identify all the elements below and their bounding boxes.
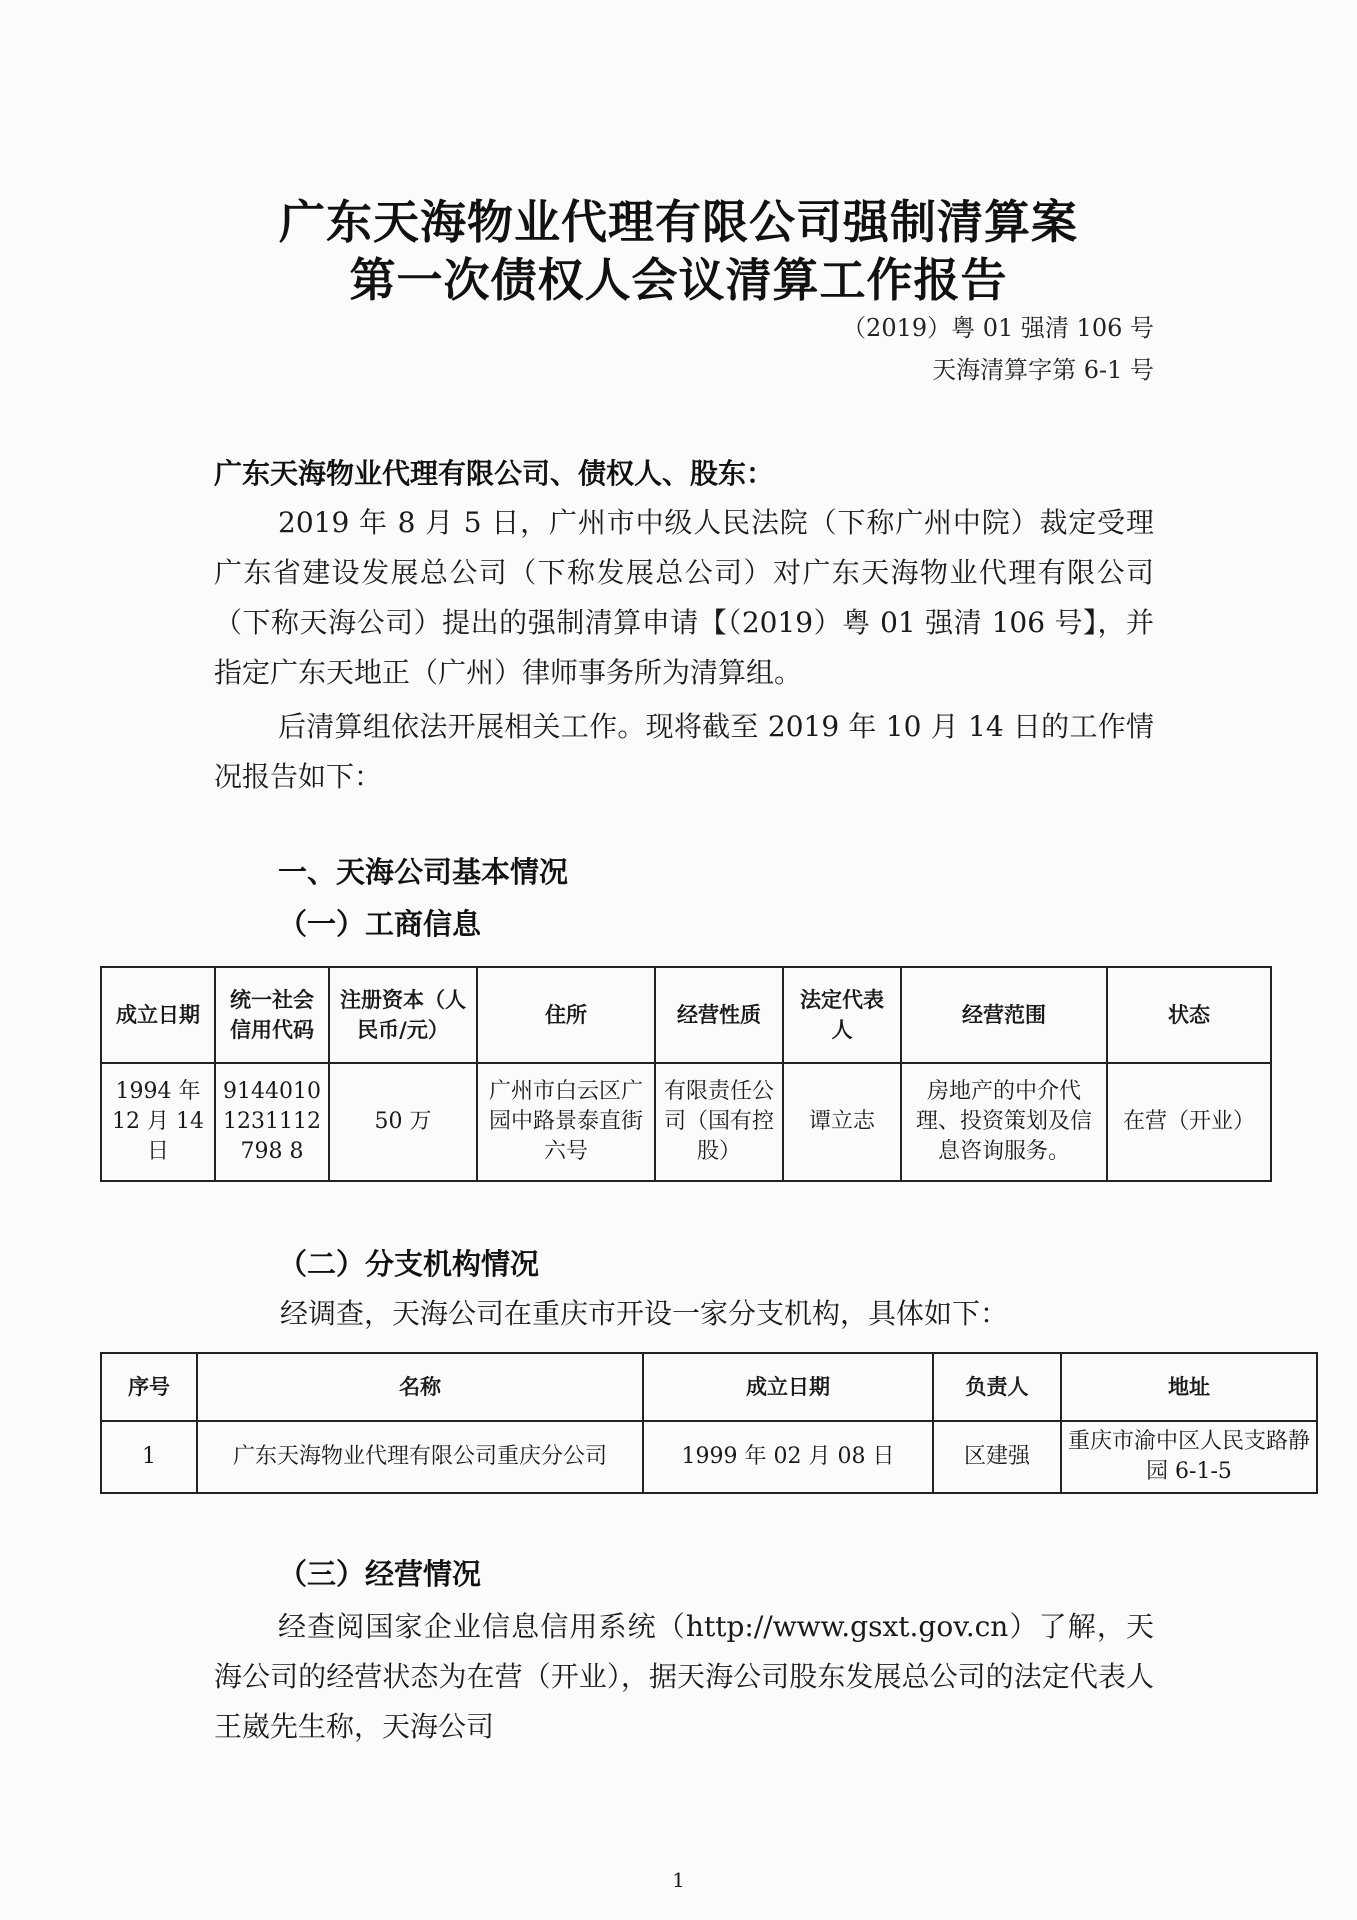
table-header-row (101, 967, 1271, 1063)
cell-established-date: 1994 年 12 月 14 日 (101, 1063, 215, 1181)
cell-business-nature: 有限责任公司（国有控股） (655, 1063, 783, 1181)
table-row (101, 1063, 1271, 1181)
cell-person-in-charge: 区建强 (933, 1421, 1061, 1493)
header-cell: 名称 (197, 1353, 643, 1421)
case-number: （2019）粤 01 强清 106 号 (842, 314, 1154, 342)
header-cell: 状态 (1107, 967, 1271, 1063)
header-cell: 成立日期 (643, 1353, 933, 1421)
header-cell: 地址 (1061, 1353, 1317, 1421)
cell-registered-capital: 50 万 (329, 1063, 477, 1181)
report-title-line-1: 广东天海物业代理有限公司强制清算案 (279, 195, 1078, 249)
table-header-row (101, 1353, 1317, 1421)
cell-credit-code: 91440101231112798 8 (215, 1063, 329, 1181)
header-cell: 负责人 (933, 1353, 1061, 1421)
paragraph-intro: 2019 年 8 月 5 日，广州市中级人民法院（下称广州中院）裁定受理广东省建设发展总公司（下称发展总公司）对广东天海物业代理有限公司（下称天海公司）提出的强制清算申请【（2019）粤 01 强清 106 号】，并指定广东天地正（广州）律师事务所为清算组。 (214, 506, 1154, 689)
subheading-branch-info: （二）分支机构情况 (278, 1247, 540, 1281)
subheading-operation-info: （三）经营情况 (278, 1557, 482, 1591)
page-number: 1 (672, 1868, 685, 1892)
table-row (101, 1421, 1317, 1493)
header-cell: 注册资本（人民币/元） (329, 967, 477, 1063)
document-number: 天海清算字第 6-1 号 (932, 356, 1154, 384)
header-cell: 经营范围 (901, 967, 1107, 1063)
header-cell: 经营性质 (655, 967, 783, 1063)
cell-branch-name: 广东天海物业代理有限公司重庆分公司 (197, 1421, 643, 1493)
report-title-line-2: 第一次债权人会议清算工作报告 (349, 253, 1008, 307)
addressee: 广东天海物业代理有限公司、债权人、股东： (214, 457, 775, 490)
cell-branch-address: 重庆市渝中区人民支路静园 6-1-5 (1061, 1421, 1317, 1493)
cell-established-date: 1999 年 02 月 08 日 (643, 1421, 933, 1493)
branch-intro: 经调查，天海公司在重庆市开设一家分支机构，具体如下： (280, 1297, 1009, 1330)
cell-business-scope: 房地产的中介代理、投资策划及信息咨询服务。 (901, 1063, 1107, 1181)
header-cell: 成立日期 (101, 967, 215, 1063)
cell-legal-representative: 谭立志 (783, 1063, 901, 1181)
section-heading-basic-info: 一、天海公司基本情况 (278, 855, 569, 889)
cell-address: 广州市白云区广园中路景泰直街六号 (477, 1063, 655, 1181)
subheading-business-info: （一）工商信息 (278, 907, 482, 941)
cell-index: 1 (101, 1421, 197, 1493)
header-cell: 序号 (101, 1353, 197, 1421)
paragraph-report-scope: 后清算组依法开展相关工作。现将截至 2019 年 10 月 14 日的工作情况报告如下： (214, 710, 1154, 793)
header-cell: 统一社会信用代码 (215, 967, 329, 1063)
header-cell: 住所 (477, 967, 655, 1063)
business-info-table (100, 966, 1272, 1182)
cell-status: 在营（开业） (1107, 1063, 1271, 1181)
header-cell: 法定代表人 (783, 967, 901, 1063)
branch-table (100, 1352, 1318, 1494)
paragraph-operation-status: 经查阅国家企业信息信用系统（http://www.gsxt.gov.cn）了解，天海公司的经营状态为在营（开业），据天海公司股东发展总公司的法定代表人王崴先生称，天海公司 (214, 1610, 1154, 1743)
